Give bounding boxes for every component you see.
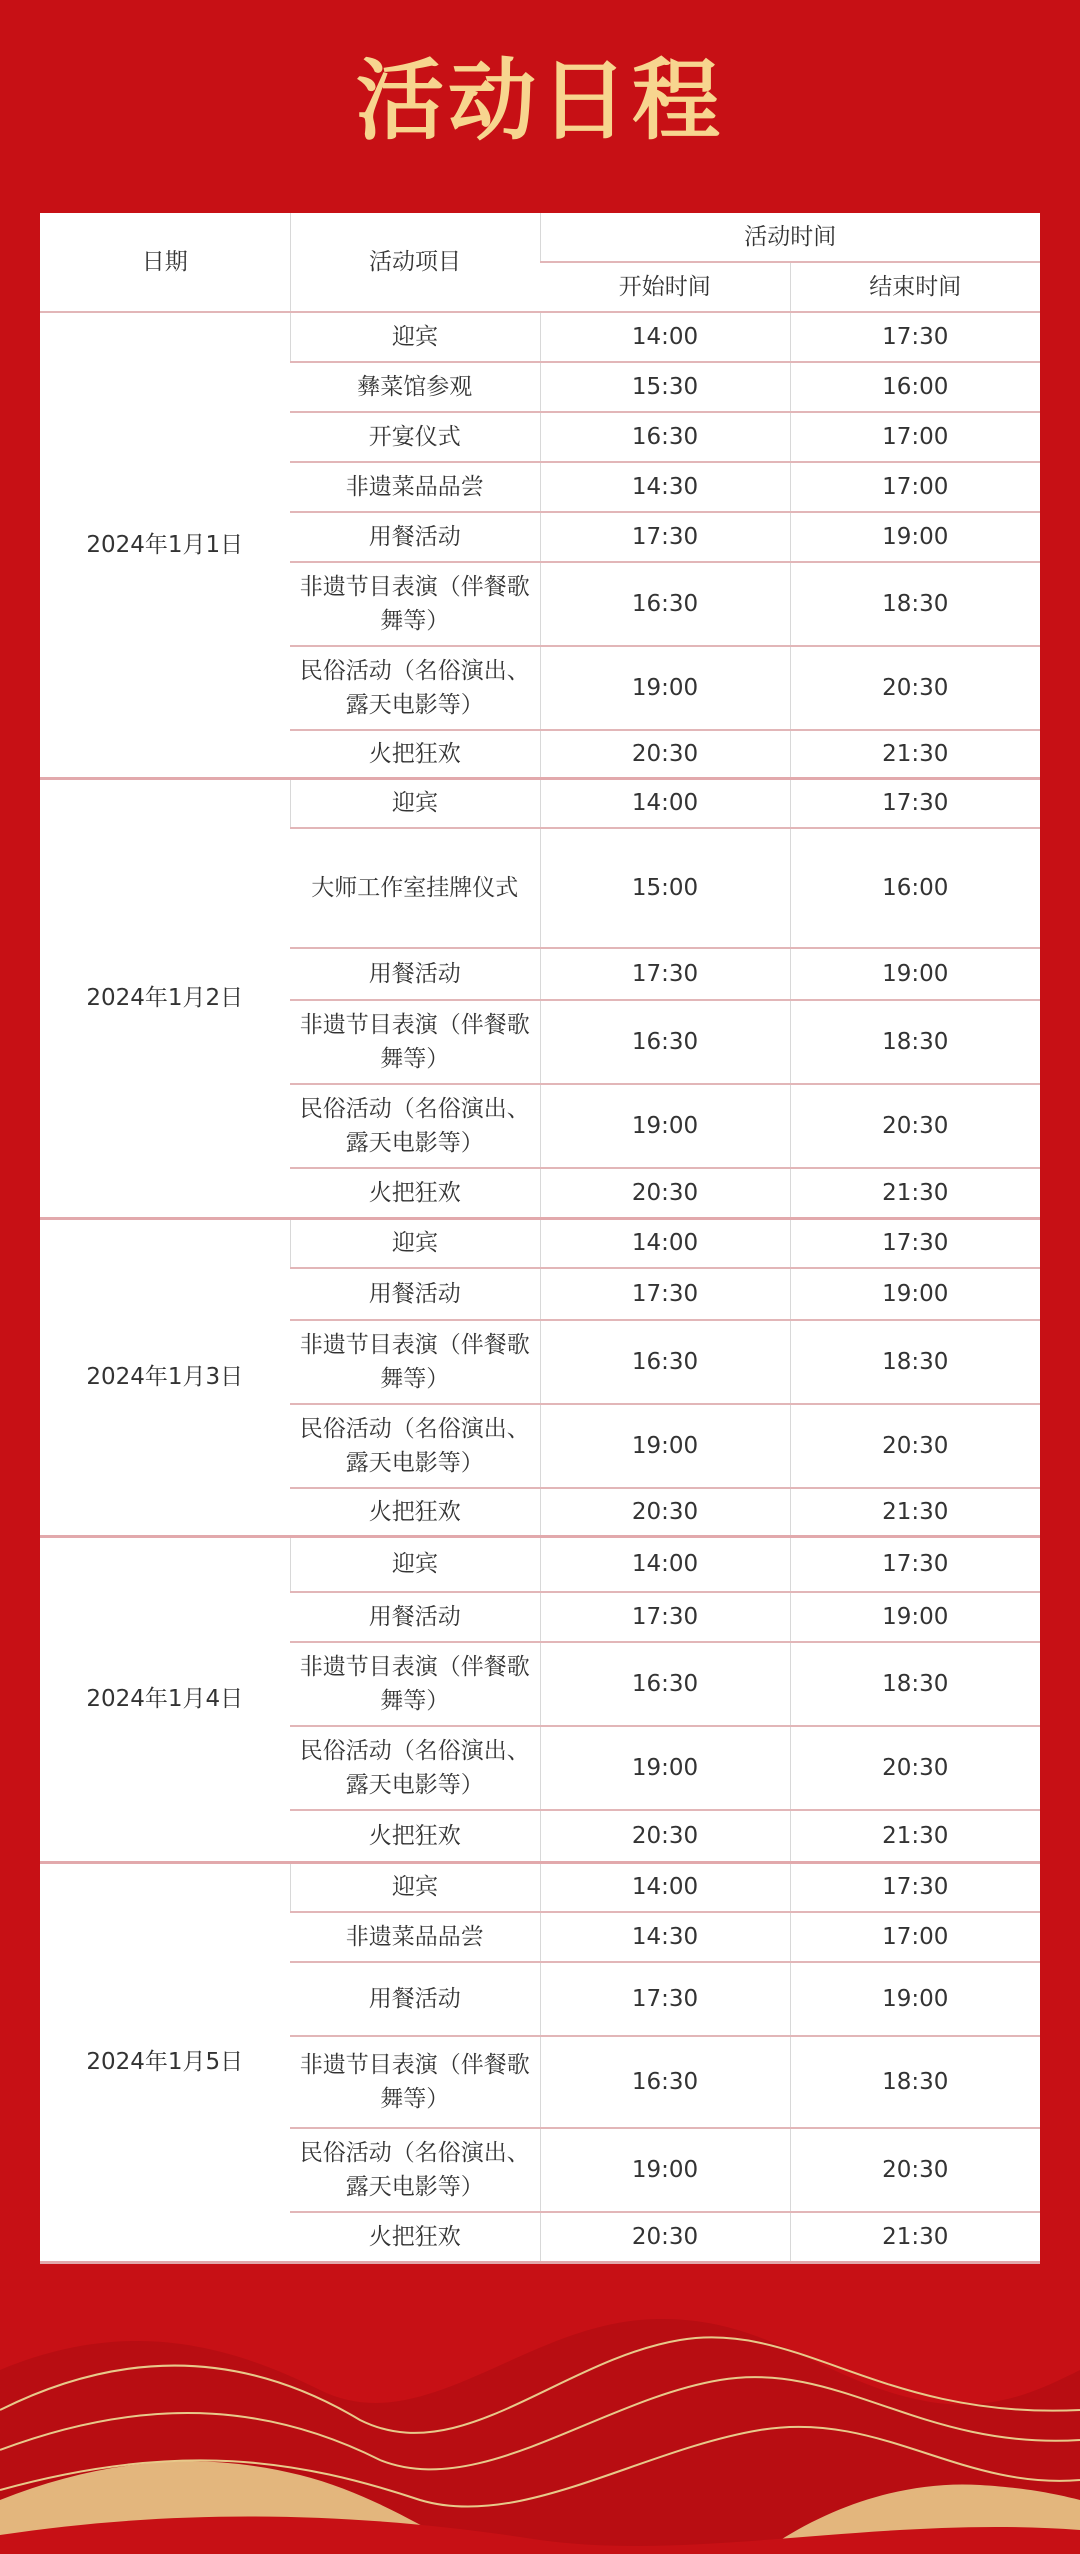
end-time-cell: 20:30 (790, 1726, 1040, 1810)
end-time-cell: 21:30 (790, 1488, 1040, 1536)
start-time-cell: 15:30 (540, 362, 790, 412)
end-time-cell: 16:00 (790, 362, 1040, 412)
start-time-cell: 16:30 (540, 1642, 790, 1726)
start-time-cell: 14:00 (540, 312, 790, 362)
start-time-cell: 19:00 (540, 2128, 790, 2212)
end-time-cell: 17:30 (790, 312, 1040, 362)
header-date: 日期 (40, 213, 290, 312)
activity-cell: 非遗节目表演（伴餐歌舞等） (290, 562, 540, 646)
start-time-cell: 16:30 (540, 1000, 790, 1084)
start-time-cell: 14:00 (540, 1536, 790, 1592)
start-time-cell: 17:30 (540, 1268, 790, 1320)
start-time-cell: 14:30 (540, 462, 790, 512)
activity-cell: 迎宾 (290, 1218, 540, 1268)
activity-cell: 民俗活动（名俗演出、露天电影等） (290, 1084, 540, 1168)
end-time-cell: 18:30 (790, 562, 1040, 646)
end-time-cell: 20:30 (790, 2128, 1040, 2212)
activity-cell: 民俗活动（名俗演出、露天电影等） (290, 2128, 540, 2212)
start-time-cell: 16:30 (540, 412, 790, 462)
date-cell: 2024年1月3日 (40, 1218, 290, 1536)
end-time-cell: 17:30 (790, 778, 1040, 828)
date-cell: 2024年1月1日 (40, 312, 290, 778)
end-time-cell: 19:00 (790, 512, 1040, 562)
end-time-cell: 17:30 (790, 1218, 1040, 1268)
end-time-cell: 16:00 (790, 828, 1040, 948)
end-time-cell: 20:30 (790, 1404, 1040, 1488)
activity-cell: 民俗活动（名俗演出、露天电影等） (290, 646, 540, 730)
schedule-table (40, 213, 1040, 2264)
start-time-cell: 17:30 (540, 1962, 790, 2036)
end-time-cell: 21:30 (790, 1168, 1040, 1218)
activity-cell: 非遗菜品品尝 (290, 1912, 540, 1962)
start-time-cell: 17:30 (540, 512, 790, 562)
header-start-time: 开始时间 (540, 262, 790, 312)
date-cell: 2024年1月5日 (40, 1862, 290, 2262)
end-time-cell: 20:30 (790, 1084, 1040, 1168)
start-time-cell: 14:30 (540, 1912, 790, 1962)
activity-cell: 火把狂欢 (290, 1168, 540, 1218)
activity-cell: 非遗节目表演（伴餐歌舞等） (290, 2036, 540, 2128)
schedule-table-body (40, 312, 1040, 2262)
start-time-cell: 20:30 (540, 1488, 790, 1536)
activity-cell: 迎宾 (290, 312, 540, 362)
end-time-cell: 19:00 (790, 1592, 1040, 1642)
header-end-time: 结束时间 (790, 262, 1040, 312)
activity-cell: 开宴仪式 (290, 412, 540, 462)
start-time-cell: 17:30 (540, 1592, 790, 1642)
start-time-cell: 19:00 (540, 1084, 790, 1168)
end-time-cell: 19:00 (790, 1962, 1040, 2036)
table-row (40, 1218, 1040, 1268)
start-time-cell: 19:00 (540, 1404, 790, 1488)
start-time-cell: 15:00 (540, 828, 790, 948)
end-time-cell: 18:30 (790, 1642, 1040, 1726)
date-cell: 2024年1月2日 (40, 778, 290, 1218)
header-activity: 活动项目 (290, 213, 540, 312)
start-time-cell: 19:00 (540, 1726, 790, 1810)
activity-cell: 非遗节目表演（伴餐歌舞等） (290, 1000, 540, 1084)
activity-cell: 迎宾 (290, 1536, 540, 1592)
activity-cell: 火把狂欢 (290, 1810, 540, 1862)
table-row (40, 1862, 1040, 1912)
activity-cell: 用餐活动 (290, 1962, 540, 2036)
end-time-cell: 18:30 (790, 2036, 1040, 2128)
start-time-cell: 19:00 (540, 646, 790, 730)
start-time-cell: 20:30 (540, 2212, 790, 2262)
start-time-cell: 16:30 (540, 2036, 790, 2128)
end-time-cell: 20:30 (790, 646, 1040, 730)
start-time-cell: 16:30 (540, 562, 790, 646)
schedule-table-card (40, 213, 1040, 2264)
activity-cell: 民俗活动（名俗演出、露天电影等） (290, 1726, 540, 1810)
date-cell: 2024年1月4日 (40, 1536, 290, 1862)
end-time-cell: 18:30 (790, 1000, 1040, 1084)
page-title: 活动日程 (355, 48, 724, 152)
activity-cell: 用餐活动 (290, 1268, 540, 1320)
activity-cell: 火把狂欢 (290, 730, 540, 778)
end-time-cell: 17:30 (790, 1862, 1040, 1912)
start-time-cell: 14:00 (540, 778, 790, 828)
start-time-cell: 20:30 (540, 1168, 790, 1218)
table-row (40, 778, 1040, 828)
decorative-wave-background (0, 2300, 1080, 2554)
start-time-cell: 20:30 (540, 730, 790, 778)
activity-cell: 彝菜馆参观 (290, 362, 540, 412)
end-time-cell: 17:00 (790, 412, 1040, 462)
start-time-cell: 14:00 (540, 1218, 790, 1268)
end-time-cell: 19:00 (790, 1268, 1040, 1320)
end-time-cell: 19:00 (790, 948, 1040, 1000)
start-time-cell: 17:30 (540, 948, 790, 1000)
activity-cell: 用餐活动 (290, 512, 540, 562)
schedule-table-header (40, 213, 1040, 312)
activity-cell: 火把狂欢 (290, 1488, 540, 1536)
activity-cell: 大师工作室挂牌仪式 (290, 828, 540, 948)
start-time-cell: 20:30 (540, 1810, 790, 1862)
end-time-cell: 17:00 (790, 1912, 1040, 1962)
end-time-cell: 17:30 (790, 1536, 1040, 1592)
activity-cell: 民俗活动（名俗演出、露天电影等） (290, 1404, 540, 1488)
activity-cell: 非遗节目表演（伴餐歌舞等） (290, 1320, 540, 1404)
table-row (40, 1536, 1040, 1592)
start-time-cell: 16:30 (540, 1320, 790, 1404)
end-time-cell: 21:30 (790, 2212, 1040, 2262)
header-activity-time: 活动时间 (540, 213, 1040, 262)
activity-cell: 迎宾 (290, 778, 540, 828)
activity-cell: 非遗节目表演（伴餐歌舞等） (290, 1642, 540, 1726)
activity-cell: 迎宾 (290, 1862, 540, 1912)
activity-cell: 非遗菜品品尝 (290, 462, 540, 512)
activity-cell: 火把狂欢 (290, 2212, 540, 2262)
activity-cell: 用餐活动 (290, 948, 540, 1000)
activity-cell: 用餐活动 (290, 1592, 540, 1642)
table-row (40, 312, 1040, 362)
end-time-cell: 21:30 (790, 730, 1040, 778)
end-time-cell: 18:30 (790, 1320, 1040, 1404)
start-time-cell: 14:00 (540, 1862, 790, 1912)
end-time-cell: 17:00 (790, 462, 1040, 512)
end-time-cell: 21:30 (790, 1810, 1040, 1862)
